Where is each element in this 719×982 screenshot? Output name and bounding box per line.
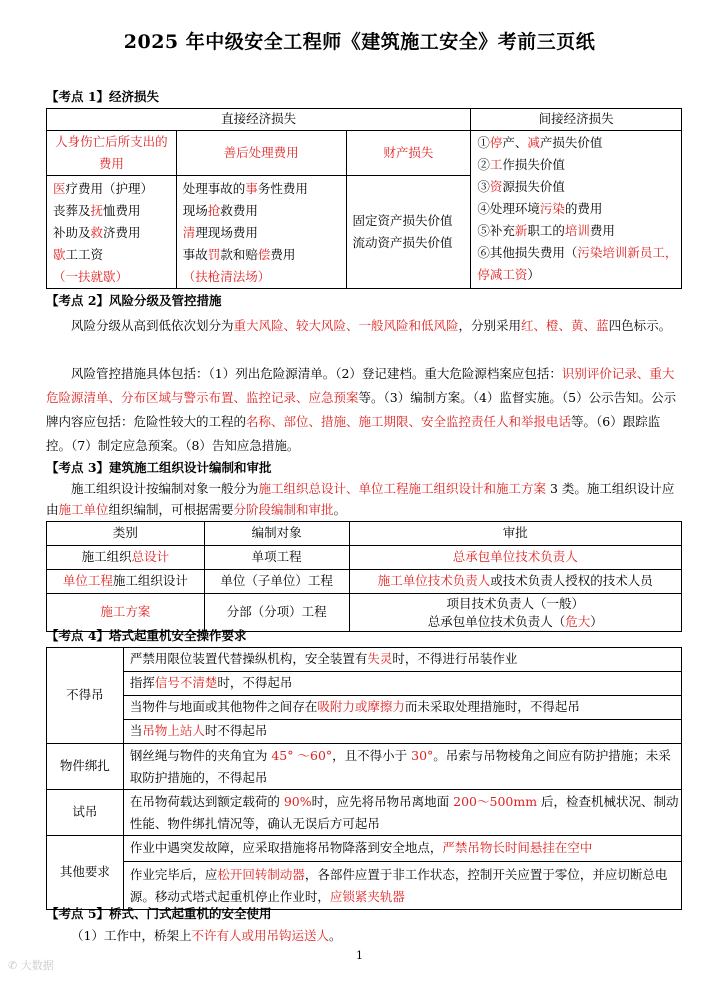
- page-title: 2025 年中级安全工程师《建筑施工安全》考前三页纸: [123, 31, 596, 53]
- indirect-item-3: ③资源损失价值: [477, 179, 565, 194]
- section-2-heading: 【考点 2】风险分级及管控措施: [46, 293, 222, 308]
- section-1-heading: 【考点 1】经济损失: [46, 89, 160, 104]
- col-header-object: 编制对象: [204, 522, 349, 546]
- indirect-item-2: ②工作损失价值: [477, 157, 565, 172]
- personal-injury-items: 医疗费用（护理） 丧葬及抚恤费用 补助及救济费用 歇工工资 （一扶就歇）: [47, 176, 177, 289]
- col-header-approval: 审批: [349, 522, 681, 546]
- watermark-logo-icon: ✆: [8, 959, 21, 972]
- watermark: ✆ 大数据: [8, 959, 54, 972]
- table-row: 施工组织总设计 单项工程 总承包单位技术负责人: [47, 546, 682, 570]
- tower-crane-table: 不得吊 严禁用限位装置代替操纵机构，安全装置有失灵时，不得进行吊装作业 指挥信号不清楚时，不得起吊 当物件与地面或其他物件之间存在吸附力或摩擦力而未采取处理措施时，不得起吊 当吊物上站人时不得起吊 物件绑扎 钢丝绳与物件的夹角宜为 45° ～60°，且不得小于 30°。吊索与吊物棱角之间应有防护措施；未采取防护措施的，不得起吊 试吊 在吊物荷载达到额定载荷的 90%时，应先将吊物吊离地面 200～500mm 后，检查机械状况、制动性能、物件绑扎情况等，确认无误后方可起吊 其他要求 作业中遇突发故障，应采取措施将吊物降落到安全地点，严禁吊物长时间悬挂在空中 作业完毕后，应松开回转制动器，各部件应置于非工作状态，控制开关应置于零位，并应切断总电源。移动式塔式起重机停止作业时，应锁紧夹轨器: [46, 647, 682, 910]
- category-trial-lift: 试吊: [47, 790, 124, 836]
- property-loss-header: 财产损失: [346, 131, 471, 176]
- aftermath-items: 处理事故的事务性费用 现场抢救费用 清理现场费用 事故罚款和赔偿费用 （扶枪清法场）: [176, 176, 346, 289]
- personal-injury-header: 人身伤亡后所支出的费用: [47, 131, 177, 176]
- category-other: 其他要求: [47, 836, 124, 910]
- org-design-table: [46, 521, 682, 632]
- category-no-lift: 不得吊: [47, 648, 124, 744]
- col-header-category: 类别: [47, 522, 205, 546]
- section-5-heading: 【考点 5】桥式、门式起重机的安全使用: [46, 906, 272, 921]
- risk-control-paragraph: 风险管控措施具体包括：（1）列出危险源清单。（2）登记建档。重大危险源档案应包括：识别评价记录、重大危险源清单、分布区域与警示布置、监控记录、应急预案等。（3）编制方案。（4）监督实施。（5）公示告知。公示牌内容应包括：危险性较大的工程的名称、部位、措施、施工期限、安全监控责任人和举报电话等。（6）跟踪监控。（7）制定应急预案。（8）告知应急措施。: [46, 366, 677, 453]
- aftermath-header: 善后处理费用: [176, 131, 346, 176]
- indirect-item-6: ⑥其他损失费用（污染培训新员工，停减工资）: [477, 245, 678, 282]
- indirect-item-4: ④处理环境污染的费用: [477, 201, 603, 216]
- risk-levels-paragraph: 风险分级从高到低依次划分为重大风险、较大风险、一般风险和低风险，分别采用红、橙、黄、蓝四色标示。: [71, 318, 672, 333]
- mnemonic-2: （扶枪清法场）: [182, 269, 271, 284]
- indirect-item-5: ⑤补充新职工的培训费用: [477, 223, 615, 238]
- bridge-crane-paragraph: （1）工作中，桥架上不许有人或用吊钩运送人。: [71, 928, 342, 943]
- table-row: 单位工程施工组织设计 单位（子单位）工程 施工单位技术负责人或技术负责人授权的技术人员: [47, 570, 682, 594]
- page-number: 1: [356, 949, 363, 962]
- category-binding: 物件绑扎: [47, 744, 124, 790]
- economic-loss-table: [46, 108, 682, 289]
- indirect-loss-header: 间接经济损失: [471, 109, 682, 131]
- section-3-heading: 【考点 3】建筑施工组织设计编制和审批: [46, 460, 272, 475]
- indirect-item-1: ①停产、减产损失价值: [477, 135, 603, 150]
- direct-loss-header: 直接经济损失: [47, 109, 471, 131]
- section-4-heading: 【考点 4】塔式起重机安全操作要求: [46, 628, 247, 643]
- org-design-paragraph: 施工组织设计按编制对象一般分为施工组织总设计、单位工程施工组织设计和施工方案 3 类。施工组织设计应由施工单位组织编制，可根据需要分阶段编制和审批。: [46, 481, 675, 517]
- indirect-loss-list: [471, 131, 682, 289]
- table-row: 施工方案 分部（分项）工程 项目技术负责人（一般） 总承包单位技术负责人（危大）: [47, 594, 682, 632]
- mnemonic-1: （一扶就歇）: [53, 269, 129, 284]
- property-loss-items: 固定资产损失价值 流动资产损失价值: [346, 176, 471, 289]
